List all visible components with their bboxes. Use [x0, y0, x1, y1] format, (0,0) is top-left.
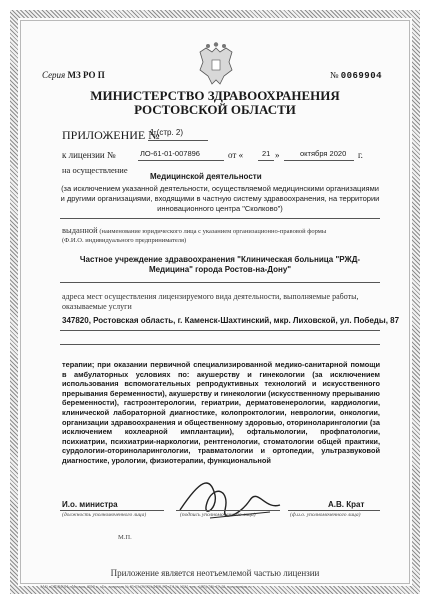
number-field — [330, 70, 382, 81]
coat-of-arms-icon — [196, 42, 236, 88]
license-number: ЛО-61-01-007896 — [140, 149, 200, 158]
stamp-label: М.П. — [118, 534, 132, 541]
license-number-underline — [138, 160, 224, 161]
activity-on-label: на осуществление — [62, 165, 128, 175]
number-label: № — [329, 70, 339, 80]
issued-hint2: (Ф.И.О. индивидуального предпринимателя) — [62, 237, 187, 244]
license-day: 21 — [262, 149, 271, 158]
appendix-value: 1 (стр. 2) — [150, 128, 184, 137]
role-underline — [60, 510, 164, 511]
series-value: МЗ РО П — [67, 70, 105, 80]
activity-note: (за исключением указанной деятельности, осуществляемой медицинскими организациями и другими организациями, входящими в частную систему здравоохранения, на территории инновационного центра "Сколково") — [60, 184, 380, 213]
role-caption: (должность уполномоченного лица) — [62, 512, 147, 518]
sign-caption: (подпись уполномоченного лица) — [180, 512, 256, 518]
license-date-underline — [284, 160, 354, 161]
license-year-suffix: г. — [358, 150, 363, 160]
issued-hint1: (наименование юридического лица с указанием организационно-правовой формы — [99, 228, 327, 235]
license-month-year: октября 2020 — [300, 149, 347, 158]
license-day-close: » — [275, 150, 280, 160]
ministry-title-line1: МИНИСТЕРСТВО ЗДРАВООХРАНЕНИЯ — [90, 88, 340, 103]
appendix-label: ПРИЛОЖЕНИЕ № — [62, 128, 160, 142]
issued-label: выданной — [62, 225, 98, 235]
services-text: терапии; при оказании первичной специализированной медико-санитарной помощи в амбулаторных условиях по: акушерству и гинекологии (за исключением использования вспомогательных репродуктивных технологий и искусственного прерывания беременности), акушерству и гинекологии (искусственному прерыванию беременности), гастроэнтерологии, гериатрии, дерматовенерологии, кардиологии, клинической лабораторной диагностике, колопроктологии, неврологии, онкологии, организации здравоохранения и общественному здоровью, оториноларингологии (за исключением кохлеарной имплантации), офтальмологии, профпатологии, психиатрии, психиатрии-наркологии, рентгенологии, стоматологии общей практики, сурдологии-оториноларингологии, травматологии и ортопедии, ультразвуковой диагностике, урологии, физиотерапии, функциональной — [62, 360, 380, 465]
signature-scribble-icon — [170, 470, 290, 530]
license-label: к лицензии № — [62, 150, 116, 160]
address-label: адреса мест осуществления лицензируемого вида деятельности, выполняемые работы, оказываемые услуги — [62, 292, 359, 311]
organization-name: Частное учреждение здравоохранения "Клиническая больница "РЖД-Медицина" города Ростов-на-Дону" — [79, 255, 361, 274]
series-field — [42, 70, 105, 80]
organization-underline — [60, 282, 380, 283]
series-label: Серия — [42, 70, 66, 80]
address-value: 347820, Ростовская область, г. Каменск-Шахтинский, мкр. Лиховской, ул. Победы, 87 — [62, 316, 400, 325]
license-day-underline — [258, 160, 274, 161]
signatory-name: А.В. Крат — [328, 500, 365, 509]
printer-note: ЗАО «ОПЦИОН», Москва, 2019 г., «Б», лицензия № 05-05-09/003 ФНС РФ, ТЗ № 1024, тел.: (495) 726-47-42, www.opcion.ru — [40, 584, 252, 589]
ministry-title-line2: РОСТОВСКОЙ ОБЛАСТИ — [134, 102, 296, 117]
activity-title: Медицинской деятельности — [150, 172, 262, 181]
footer-note: Приложение является неотъемлемой частью лицензии — [110, 568, 320, 578]
issued-block — [62, 226, 326, 245]
blank-underline — [60, 344, 380, 345]
license-from-label: от « — [228, 150, 244, 160]
sign-underline — [176, 510, 280, 511]
signatory-role: И.о. министра — [62, 500, 118, 509]
name-underline — [288, 510, 380, 511]
number-value: 0069904 — [340, 71, 382, 81]
activity-underline — [60, 218, 380, 219]
appendix-underline — [148, 140, 208, 141]
name-caption: (ф.и.о. уполномоченного лица) — [290, 512, 361, 518]
address-underline — [60, 330, 380, 331]
